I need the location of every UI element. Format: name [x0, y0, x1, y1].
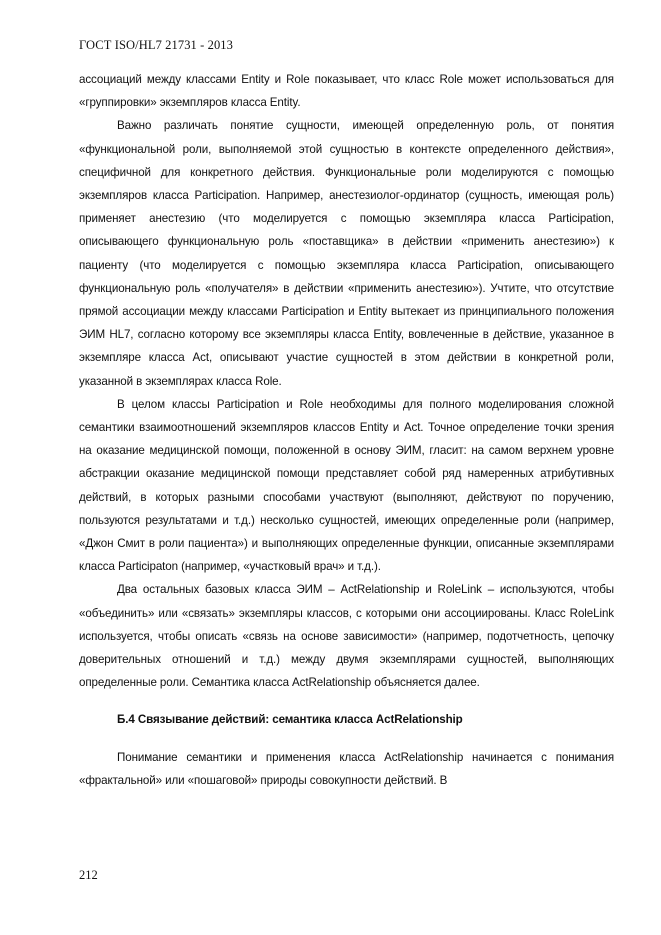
paragraph-3: В целом классы Participation и Role необходимы для полного моделирования сложной семантики взаимоотношений экземпляров классов Entity и Act. Точное определение точки зрения на оказание медицинской помощи, положенной в основу ЭИМ, гласит: на самом верхнем уровне абстракции оказание медицинской помощи представляет собой ряд намеренных атрибутивных действий, в которых разными способами участвуют (выполняют, действуют по поручению, пользуются результатами и т.д.) несколько сущностей, имеющих определенные роли (например, «Джон Смит в роли пациента») и выполняющих определенные функции, описанные экземплярами класса Participaton (например, «участковый врач» и т.д.). [79, 397, 614, 574]
paragraph-5: Понимание семантики и применения класса ActRelationship начинается с понимания «фрактальной» или «пошаговой» природы совокупности действий. В [79, 750, 614, 787]
paragraph-4: Два остальных базовых класса ЭИМ – ActRelationship и RoleLink – используются, чтобы «объединить» или «связать» экземпляры классов, с которыми они ассоциированы. Класс RoleLink используется, чтобы описать «связь на основе зависимости» (например, подотчетность, цепочку доверительных отношений и т.д.) между двумя экземплярами сущностей, выполняющих определенные роли. Семантика класса ActRelationship объясняется далее. [79, 583, 614, 690]
paragraph-2: Важно различать понятие сущности, имеющей определенную роль, от понятия «функциональной роли, выполняемой этой сущностью в контексте определенного действия», специфичной для конкретного действия. Функциональные роли моделируются с помощью экземпляров класса Participation. Например, анестезиолог-ординатор (сущность, имеющая роль) применяет анестезию (что моделируется с помощью экземпляра класса Participation, описывающего функциональную роль «поставщика» в действии «применить анестезию») к пациенту (что моделируется с помощью экземпляра класса Participation, описывающего функциональную роль «получателя» в действии «применить анестезию»). Учтите, что отсутствие прямой ассоциации между классами Participation и Entity вытекает из принципиального положения ЭИМ HL7, согласно которому все экземпляры класса Entity, вовлеченные в действие, указанное в экземпляре класса Act, описывают участие сущностей в этом действии в конкретной роли, указанной в экземплярах класса Role. [79, 119, 614, 388]
paragraph-1: ассоциаций между классами Entity и Role показывает, что класс Role может использоваться для «группировки» экземпляров класса Entity. [79, 73, 614, 110]
section-heading: Б.4 Связывание действий: семантика класса ActRelationship [117, 713, 463, 727]
page-body [79, 68, 614, 792]
page-number: 212 [79, 868, 98, 882]
page-header: ГОСТ ISO/HL7 21731 - 2013 [79, 38, 234, 52]
